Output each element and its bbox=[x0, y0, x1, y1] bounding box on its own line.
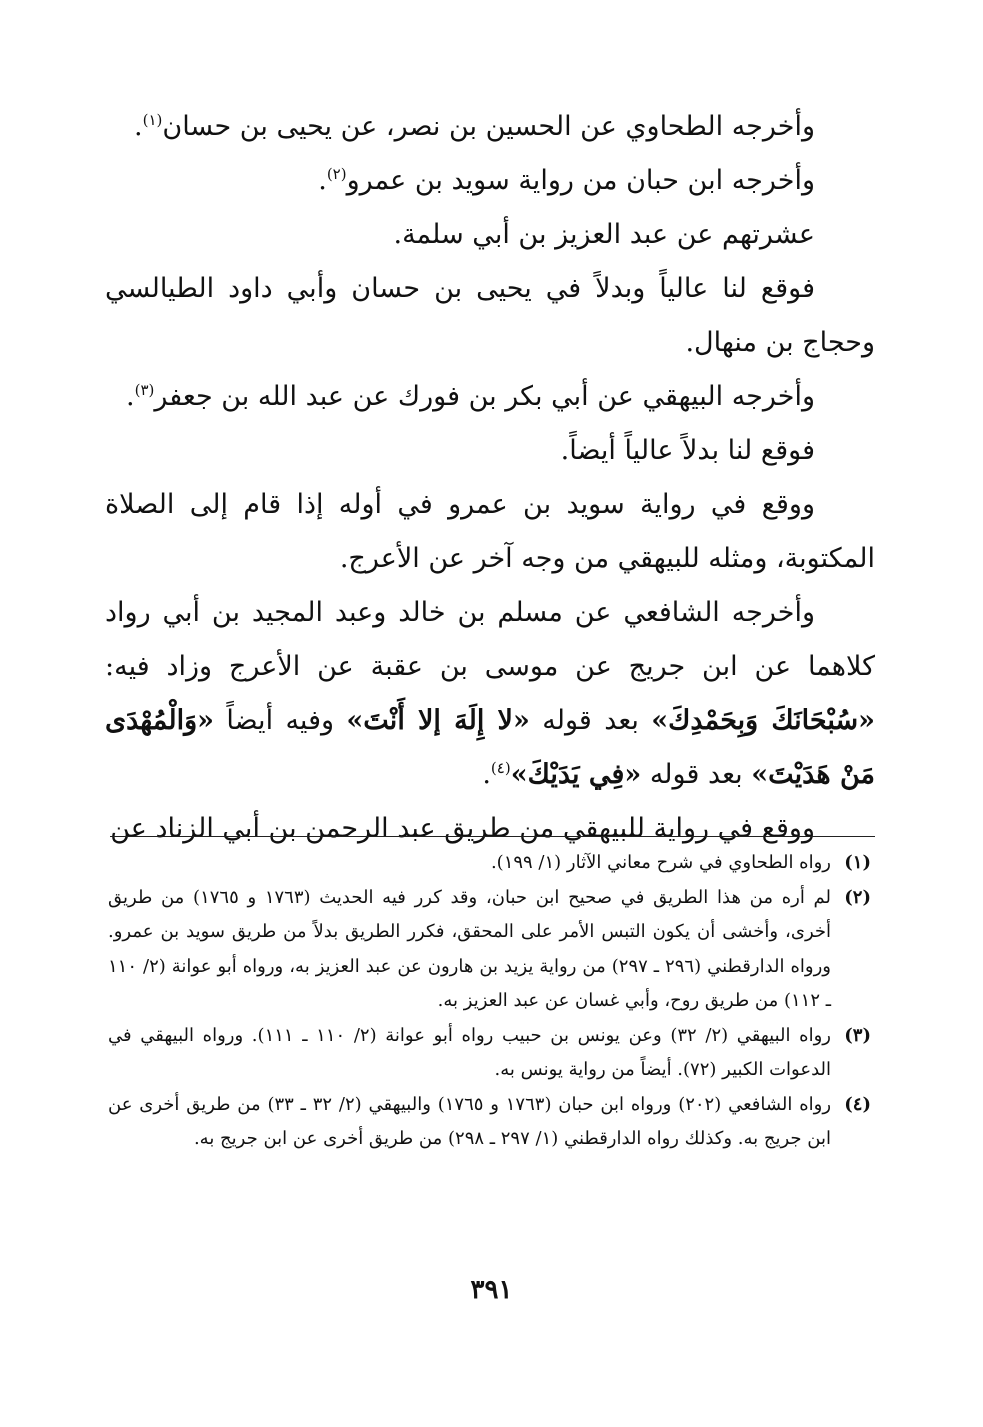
footnote-text: رواه الشافعي (٢٠٢) ورواه ابن حبان (١٧٦٣ و ١٧٦٥) والبيهقي (٢/ ٣٢ ـ ٣٣) من طريق أخرى عن ابن جريج به. وكذلك رواه الدارقطني (١/ ٢٩٧ ـ ٢٩٨) من طريق أخرى عن ابن جريج به. bbox=[108, 1093, 832, 1149]
footnote-ref-2[interactable]: (٢) bbox=[326, 165, 347, 183]
paragraph-2-text: وأخرجه ابن حبان من رواية سويد بن عمرو bbox=[346, 165, 815, 196]
footnote-text: لم أره من هذا الطريق في صحيح ابن حبان، وقد كرر فيه الحديث (١٧٦٣ و ١٧٦٥) من طريق أخرى، وأخشى أن يكون التبس الأمر على المحقق، فكرر الطريق بدلاً من طريق سويد بن عمرو. ورواه الدارقطني (٢٩٦ ـ ٢٩٧) من رواية يزيد بن هارون عن عبد العزيز به، ورواه أبو عوانة (٢/ ١١٠ ـ ١١٢) من طريق روح، وأبي غسان عن عبد العزيز به. bbox=[108, 886, 831, 1011]
hadith-quote-3: «وَالْمُهْدَى مَنْ هَدَيْتَ» bbox=[105, 705, 875, 790]
paragraph-6: فوقع لنا بدلاً عالياً أيضاً. bbox=[560, 435, 815, 466]
footnote-number: (٣) bbox=[844, 1024, 871, 1046]
main-text bbox=[105, 100, 875, 856]
paragraph-3: عشرتهم عن عبد العزيز بن أبي سلمة. bbox=[393, 219, 815, 250]
paragraph-7: ووقع في رواية سويد بن عمرو في أوله إذا قام إلى الصلاة المكتوبة، ومثله للبيهقي من وجه آخر عن الأعرج. bbox=[105, 489, 875, 574]
footnote-divider bbox=[110, 836, 875, 837]
paragraph-8-text-d: بعد قوله bbox=[641, 759, 752, 790]
paragraph-8-end: . bbox=[482, 759, 491, 790]
footnote-3 bbox=[108, 1019, 871, 1088]
hadith-quote-4: «فِي يَدَيْكَ» bbox=[510, 759, 642, 790]
paragraph-2-end: . bbox=[318, 165, 327, 196]
footnote-ref-3[interactable]: (٣) bbox=[134, 381, 155, 399]
paragraph-1-text: وأخرجه الطحاوي عن الحسين بن نصر، عن يحيى بن حسان bbox=[162, 111, 815, 142]
paragraph-4: فوقع لنا عالياً وبدلاً في يحيى بن حسان وأبي داود الطيالسي وحجاج بن منهال. bbox=[105, 273, 875, 358]
hadith-quote-1: «سُبْحَانَكَ وَبِحَمْدِكَ» bbox=[651, 705, 875, 736]
footnote-1 bbox=[108, 846, 871, 881]
footnote-2 bbox=[108, 881, 871, 1019]
footnote-text: رواه البيهقي (٢/ ٣٢) وعن يونس بن حبيب رواه أبو عوانة (٢/ ١١٠ ـ ١١١). ورواه البيهقي في الدعوات الكبير (٧٢). أيضاً من رواية يونس به. bbox=[108, 1024, 831, 1080]
footnote-number: (٢) bbox=[844, 886, 871, 908]
footnotes bbox=[108, 846, 871, 1157]
footnote-number: (١) bbox=[844, 852, 871, 873]
footnote-number: (٤) bbox=[844, 1093, 871, 1115]
footnote-ref-4[interactable]: (٤) bbox=[490, 759, 511, 777]
paragraph-1 bbox=[105, 100, 875, 154]
paragraph-8-text-c: وفيه أيضاً bbox=[214, 705, 347, 736]
paragraph-5 bbox=[105, 370, 875, 424]
page-number: ٣٩١ bbox=[470, 1275, 513, 1305]
paragraph-9: ووقع في رواية للبيهقي من طريق عبد الرحمن بن أبي الزناد عن bbox=[110, 813, 815, 844]
paragraph-1-end: . bbox=[134, 111, 143, 142]
paragraph-2 bbox=[105, 154, 875, 208]
paragraph-8 bbox=[105, 586, 875, 802]
hadith-quote-2: «لا إِلَهَ إلا أَنْتَ» bbox=[346, 705, 530, 736]
paragraph-8-text-b: بعد قوله bbox=[529, 705, 652, 736]
footnote-ref-1[interactable]: (١) bbox=[142, 111, 163, 129]
paragraph-5-text: وأخرجه البيهقي عن أبي بكر بن فورك عن عبد الله بن جعفر bbox=[154, 381, 815, 412]
footnote-text: رواه الطحاوي في شرح معاني الآثار (١/ ١٩٩). bbox=[490, 852, 831, 873]
footnote-4 bbox=[108, 1088, 871, 1157]
paragraph-5-end: . bbox=[125, 381, 135, 412]
paragraph-8-text-a: وأخرجه الشافعي عن مسلم بن خالد وعبد المجيد بن أبي رواد كلاهما عن ابن جريج عن موسى بن عقبة عن الأعرج وزاد فيه: bbox=[105, 597, 875, 682]
